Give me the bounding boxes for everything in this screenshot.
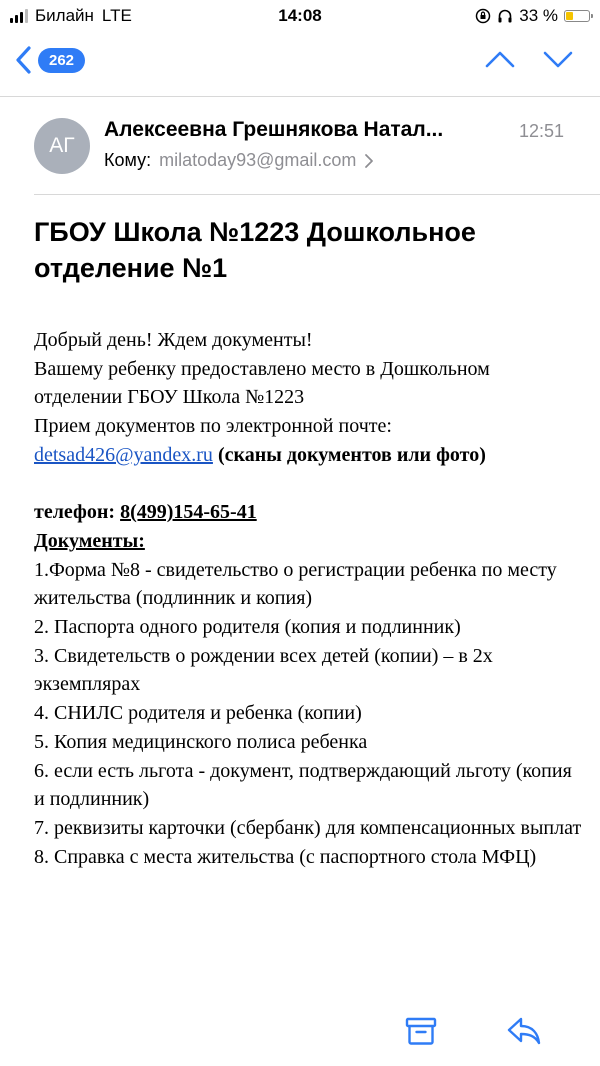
doc-item: 3. Свидетельств о рождении всех детей (копии) – в 2х экземплярах (34, 644, 493, 696)
previous-message-button[interactable] (484, 48, 516, 70)
recipient-row[interactable] (104, 150, 374, 171)
phone-line (34, 498, 582, 527)
docs-heading-text: Документы: (34, 529, 145, 552)
doc-item: 6. если есть льгота - документ, подтверждающий льготу (копия и подлинник) (34, 759, 572, 811)
email-note: (сканы документов или фото) (217, 443, 486, 466)
doc-item: 1.Форма №8 - свидетельство о регистрации ребенка по месту жительства (подлинник и копия) (34, 558, 557, 610)
doc-item: 8. Справка с места жительства (с паспортного стола МФЦ) (34, 845, 537, 868)
docs-heading (34, 527, 582, 556)
chevron-left-icon (14, 45, 32, 75)
battery-icon (564, 10, 590, 22)
doc-item: 2. Паспорта одного родителя (копия и подлинник) (34, 616, 461, 639)
to-address: milatoday93@gmail.com (159, 150, 357, 170)
body-line: Вашему ребенку предоставлено место в Дошкольном отделении ГБОУ Школа №1223 (34, 357, 490, 409)
headphones-icon (497, 8, 513, 24)
phone-link[interactable]: 8(499)154-65-41 (120, 501, 257, 524)
status-bar (0, 0, 600, 34)
sender-name[interactable]: Алексеевна Грешнякова Натал... (104, 118, 444, 141)
chevron-right-icon (364, 153, 374, 169)
nav-bar (0, 34, 600, 88)
bottom-toolbar (0, 1010, 600, 1060)
carrier-name: Билайн (35, 6, 94, 25)
back-button[interactable] (14, 45, 85, 75)
doc-item: 4. СНИЛС родителя и ребенка (копии) (34, 702, 362, 725)
battery-percent: 33 % (519, 6, 558, 25)
doc-item: 7. реквизиты карточки (сбербанк) для компенсационных выплат (34, 816, 582, 839)
doc-item: 5. Копия медицинского полиса ребенка (34, 730, 368, 753)
message-header (0, 100, 600, 190)
sender-avatar[interactable]: АГ (34, 118, 90, 174)
phone-label: телефон: (34, 501, 116, 524)
to-label: Кому: (104, 150, 152, 170)
archive-button[interactable] (404, 1014, 438, 1048)
spacer (34, 470, 582, 499)
header-divider (34, 194, 600, 195)
message-time: 12:51 (518, 121, 564, 141)
nav-divider (0, 96, 600, 97)
email-link[interactable]: detsad426@yandex.ru (34, 443, 213, 466)
status-time: 14:08 (278, 6, 322, 25)
status-right (475, 6, 590, 26)
message-subject: ГБОУ Школа №1223 Дошкольное отделение №1 (34, 217, 476, 283)
orientation-lock-icon (475, 8, 491, 24)
unread-count-badge: 262 (38, 48, 85, 73)
battery-fill (566, 12, 573, 20)
network-type: LTE (101, 6, 132, 25)
body-line: Прием документов по электронной почте: (34, 415, 392, 438)
reply-button[interactable] (506, 1014, 542, 1048)
next-message-button[interactable] (542, 48, 574, 70)
message-body (34, 326, 582, 871)
body-email-line (34, 441, 582, 470)
body-greeting: Добрый день! Ждем документы! (34, 329, 313, 351)
message-nav (484, 48, 574, 70)
